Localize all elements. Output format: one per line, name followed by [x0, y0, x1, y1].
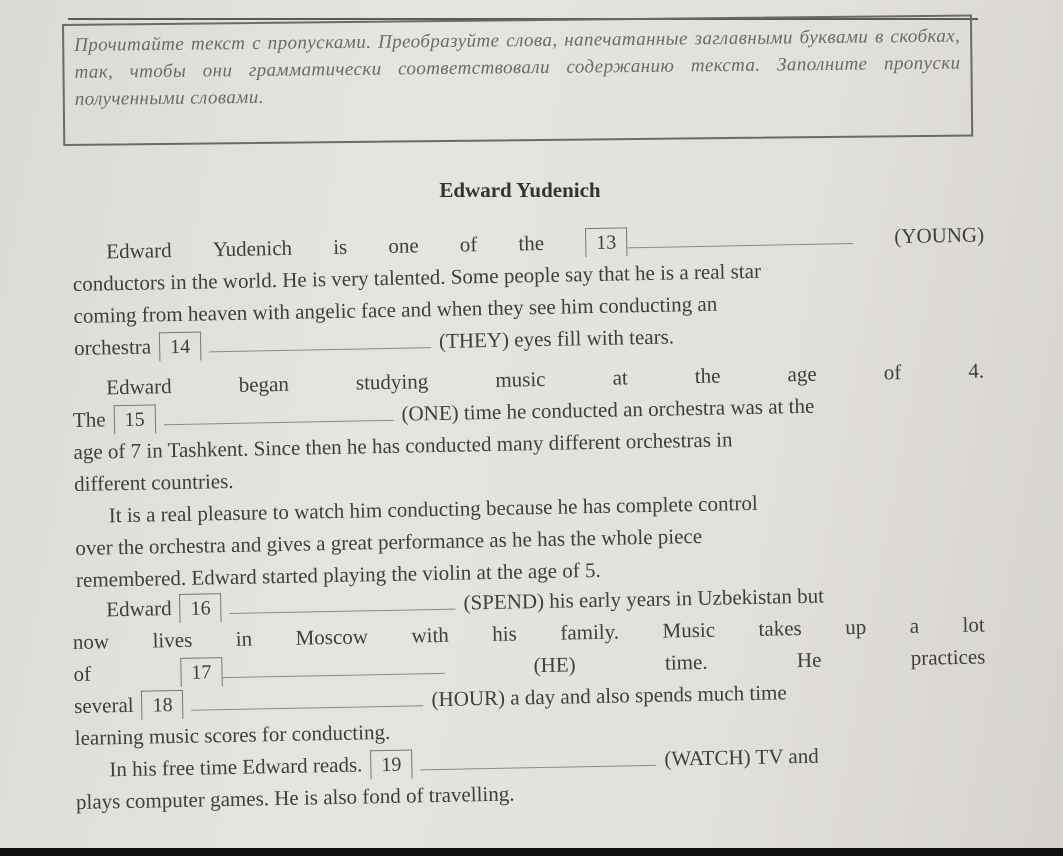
- gap-13[interactable]: [585, 221, 854, 258]
- answer-blank-16[interactable]: [229, 587, 455, 614]
- text-line: remembered. Edward started playing the violin at the age of 5.: [75, 557, 601, 592]
- answer-blank-13[interactable]: [627, 221, 853, 248]
- text-line: coming from heaven with angelic face and when they see him conducting an: [73, 291, 718, 328]
- text-title: Edward Yudenich: [439, 178, 601, 202]
- text-line: conductors in the world. He is very talented. Some people say that he is a real star: [72, 258, 762, 296]
- gap-number-18: 18: [141, 690, 184, 720]
- text-line: of 17 (HE) time. He practices: [73, 644, 986, 686]
- paragraph-3: [72, 576, 988, 817]
- gap-number-14: 14: [159, 332, 202, 362]
- text-line: In his free time Edward reads. 19 (WATCH) TV and: [109, 743, 819, 782]
- text-line: now lives in Moscow with his family. Music takes up a lot: [72, 612, 985, 654]
- text-line: The 15 (ONE) time he conducted an orchestra was at the: [73, 386, 985, 436]
- gap-number-17: 17: [180, 657, 223, 687]
- answer-blank-19[interactable]: [420, 743, 656, 771]
- text-line: Edward Yudenich is one of the 13 (YOUNG): [106, 222, 985, 264]
- gap-number-16: 16: [179, 593, 222, 623]
- text-line: orchestra 14 (THEY) eyes fill with tears.: [73, 324, 675, 360]
- text-line: over the orchestra and gives a great performance as he has the whole piece: [75, 523, 703, 560]
- answer-blank-15[interactable]: [163, 398, 393, 425]
- answer-blank-18[interactable]: [191, 683, 423, 710]
- gap-number-13: 13: [585, 227, 628, 257]
- gap-number-15: 15: [113, 404, 156, 434]
- paragraph-2: [72, 354, 988, 595]
- gap-number-19: 19: [370, 749, 413, 779]
- answer-blank-14[interactable]: [209, 325, 431, 352]
- text-line: different countries.: [73, 468, 234, 496]
- instructions-box: Прочитайте текст с пропусками. Преобразуйте слова, напечатанные заглавными буквами в скобках, так, чтобы они грамматически соответствовали содержанию текста. Заполните пропуски полученными словами.: [62, 14, 973, 146]
- text-line: Edward began studying music at the age of 4.: [106, 358, 985, 400]
- text-line: age of 7 in Tashkent. Since then he has conducted many different orchestras in: [73, 427, 733, 464]
- text-line: learning music scores for conducting.: [74, 719, 391, 750]
- gap-17[interactable]: [180, 651, 445, 688]
- text-line: Edward 16 (SPEND) his early years in Uzbekistan but: [106, 583, 825, 622]
- text-line: It is a real pleasure to watch him conducting because he has complete control: [108, 490, 758, 528]
- text-line: several 18 (HOUR) a day and also spends much time: [73, 680, 787, 718]
- answer-blank-17[interactable]: [222, 651, 444, 678]
- paragraph-1: [72, 218, 986, 363]
- bottom-edge: [0, 848, 1063, 856]
- text-line: plays computer games. He is also fond of travelling.: [75, 781, 515, 814]
